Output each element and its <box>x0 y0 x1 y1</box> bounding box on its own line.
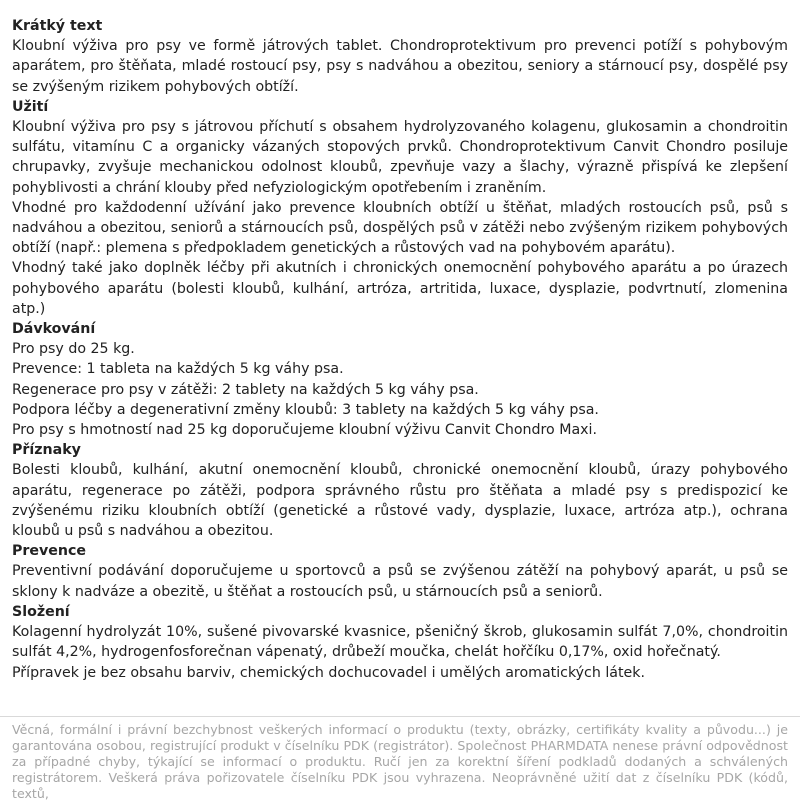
davkovani-line-3: Regenerace pro psy v zátěži: 2 tablety na každých 5 kg váhy psa. <box>12 381 479 398</box>
section-slozeni <box>12 602 788 683</box>
uziti-paragraph-2: Vhodné pro každodenní užívání jako prevence kloubních obtíží u štěňat, mladých rostoucích psů, psů s nadváhou a obezitou, seniorů a stárnoucích psů, dospělých psů v zátěži nebo zvýšeným rizikem pohybových obtíží (např.: plemena s předpokladem genetických a růstových vad na pohybovém aparátu). <box>12 199 788 257</box>
davkovani-line-5: Pro psy s hmotností nad 25 kg doporučujeme kloubní výživu Canvit Chondro Maxi. <box>12 422 597 439</box>
footer-divider <box>0 716 800 717</box>
section-title-prevence: Prevence <box>12 543 87 560</box>
davkovani-line-4: Podpora léčby a degenerativní změny kloubů: 3 tablety na každých 5 kg váhy psa. <box>12 401 599 418</box>
product-document <box>12 16 788 683</box>
section-prevence <box>12 541 788 602</box>
section-davkovani <box>12 319 788 440</box>
kratky-text-paragraph: Kloubní výživa pro psy ve formě játrových tablet. Chondroprotektivum pro prevenci potíží s pohybovým aparátem, pro štěňata, mladé rostoucí psy, psy s nadváhou a obezitou, seniory a stárnoucí psy, dospělé psy se zvýšeným rizikem pohybových obtíží. <box>12 38 788 95</box>
section-title-davkovani: Dávkování <box>12 321 96 338</box>
section-title-kratky-text: Krátký text <box>12 18 103 34</box>
davkovani-line-2: Prevence: 1 tableta na každých 5 kg váhy psa. <box>12 361 344 378</box>
section-uziti <box>12 97 788 319</box>
prevence-paragraph: Preventivní podávání doporučujeme u sportovců a psů se zvýšenou zátěží na pohybový aparát, u psů se sklony k nadváze a obezitě, u štěňat a rostoucích psů, u stárnoucích psů a seniorů. <box>12 563 788 600</box>
uziti-paragraph-3: Vhodný také jako doplněk léčby při akutních i chronických onemocnění pohybového aparátu a po úrazech pohybového aparátu (bolesti kloubů, kulhání, artróza, artritida, luxace, dysplazie, podvrtnutí, zlomenina atp.) <box>12 260 788 317</box>
section-title-slozeni: Složení <box>12 603 70 620</box>
priznaky-paragraph: Bolesti kloubů, kulhání, akutní onemocnění kloubů, chronické onemocnění kloubů, úrazy pohybového aparátu, regenerace po zátěži, podpora správného růstu pro štěňata a mladé psy s predispozicí ke zvýšenému riziku kloubních obtíží (genetické a růstové vady, dysplazie, luxace, artróza atp.), ochrana kloubů u psů s nadváhou a obezitou. <box>12 462 788 540</box>
section-kratky-text <box>12 16 788 97</box>
slozeni-paragraph-2: Přípravek je bez obsahu barviv, chemických dochucovadel i umělých aromatických látek. <box>12 664 646 681</box>
uziti-paragraph-1: Kloubní výživa pro psy s játrovou příchutí s obsahem hydrolyzovaného kolagenu, glukosamin a chondroitin sulfátu, vitamínu C a organicky vázaných stopových prvků. Chondroprotektivum Canvit Chondro posiluje chrupavky, zvyšuje mechanickou odolnost kloubů, zpevňuje vazy a šlachy, výrazně přispívá ke zlepšení pohyblivosti a chrání klouby před nefyziologickým opotřebením i zraněním. <box>12 119 788 196</box>
section-title-priznaky: Příznaky <box>12 442 81 459</box>
section-title-uziti: Užití <box>12 98 49 115</box>
slozeni-paragraph-1: Kolagenní hydrolyzát 10%, sušené pivovarské kvasnice, pšeničný škrob, glukosamin sulfát 7,0%, chondroitin sulfát 4,2%, hydrogenfosforečnan vápenatý, drůbeží moučka, chelát hořčíku 0,17%, oxid hořečnatý. <box>12 624 788 661</box>
legal-disclaimer: Věcná, formální i právní bezchybnost veškerých informací o produktu (texty, obrázky, certifikáty kvality a původu...) je garantována osobou, registrující produkt v číselníku PDK (registrátor). Společnost PHARMDATA nenese právní odpovědnost za případné chyby, týkající se informací o produktu. Ručí jen za korektní šíření podkladů dodaných a schválených registrátorem. Veškerá práva pořizovatele číselníku PDK jsou vyhrazena. Neoprávněné užití dat z číselníku PDK (kódů, textů, <box>12 722 788 801</box>
davkovani-line-1: Pro psy do 25 kg. <box>12 341 135 358</box>
section-priznaky <box>12 440 788 541</box>
